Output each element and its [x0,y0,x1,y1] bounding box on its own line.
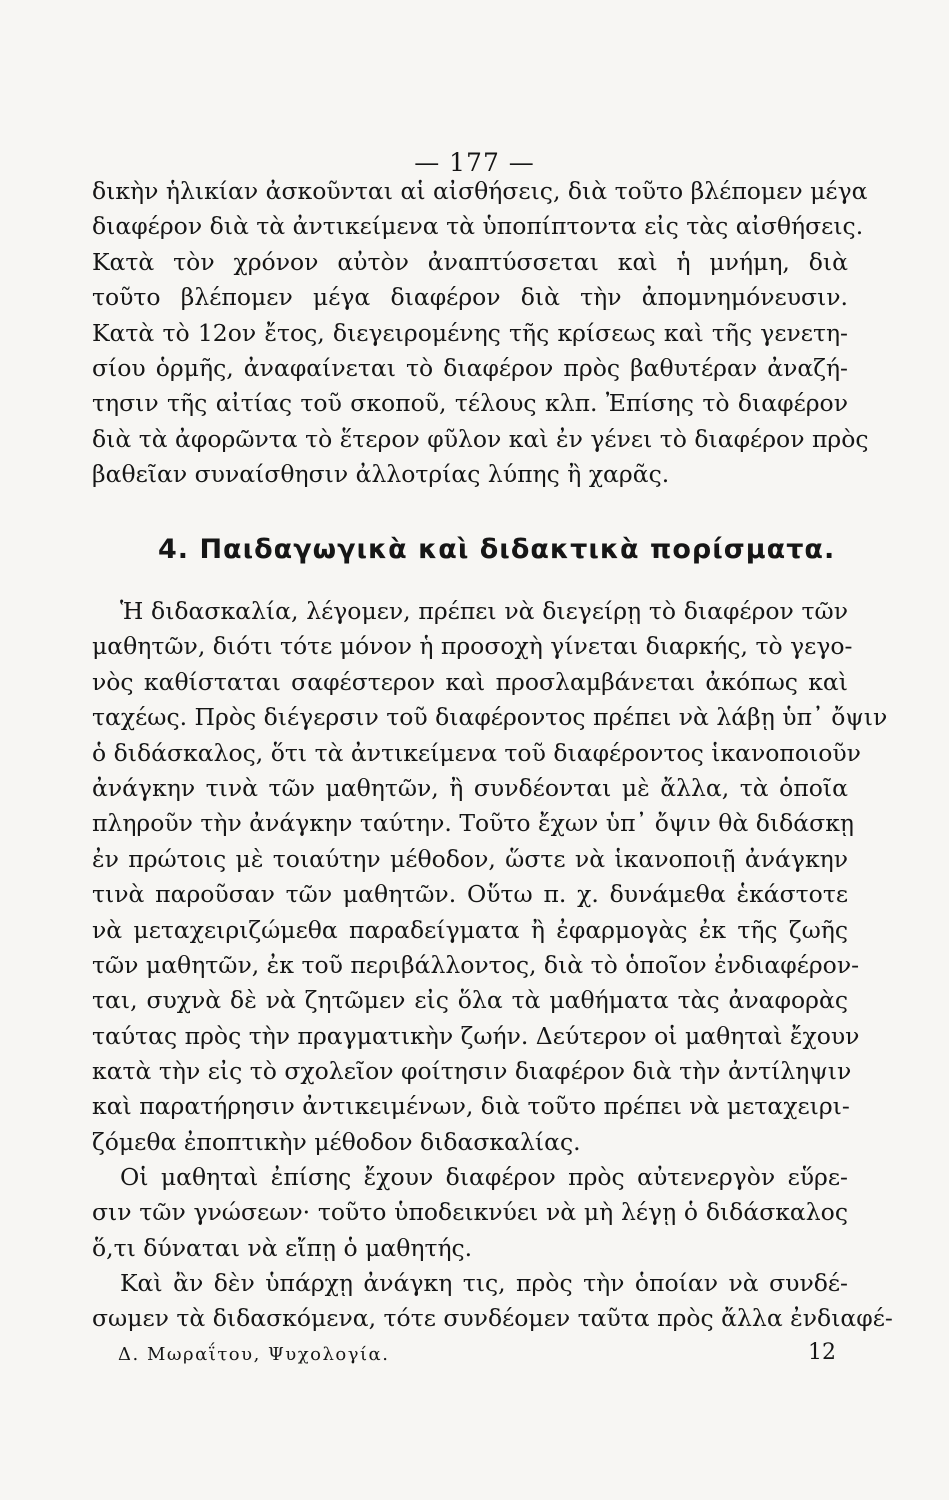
paragraph-3 [92,1160,848,1266]
footer-signature: Δ. Μωραΐτου, Ψυχολογία. [118,1344,390,1365]
text-line: Ἡ διδασκαλία, λέγομεν, πρέπει νὰ διεγείρῃ τὸ διαφέρον τῶν [120,597,848,625]
text-line: ἐν πρώτοις μὲ τοιαύτην μέθοδον, ὥστε νὰ ἱκανοποιῇ ἀνάγκην [92,844,848,873]
text-line: ἀνάγκην τινὰ τῶν μαθητῶν, ἢ συνδέονται μὲ ἄλλα, τὰ ὁποῖα [92,773,848,802]
text-line: πληροῦν τὴν ἀνάγκην ταύτην. Τοῦτο ἔχων ὑπ᾽ ὄψιν θὰ διδάσκῃ [92,809,854,838]
text-line: Καὶ ἂν δὲν ὑπάρχῃ ἀνάγκη τις, πρὸς τὴν ὁποίαν νὰ συνδέ- [120,1269,848,1297]
text-line: κατὰ τὴν εἰς τὸ σχολεῖον φοίτησιν διαφέρον διὰ τὴν ἀντίληψιν [92,1057,852,1086]
text-line: νὰ μεταχειριζώμεθα παραδείγματα ἢ ἐφαρμογὰς ἐκ τῆς ζωῆς [92,915,848,944]
text-line: ζόμεθα ἐποπτικὴν μέθοδον διδασκαλίας. [92,1127,581,1156]
text-line: δικὴν ἡλικίαν ἀσκοῦνται αἱ αἰσθήσεις, διὰ τοῦτο βλέπομεν μέγα [92,177,868,205]
paragraph-1 [92,174,869,493]
text-line: τοῦτο βλέπομεν μέγα διαφέρον διὰ τὴν ἀπομνημόνευσιν. [92,283,848,312]
text-line: ταχέως. Πρὸς διέγερσιν τοῦ διαφέροντος πρέπει νὰ λάβῃ ὑπ᾽ ὄψιν [92,703,888,732]
text-line: τῶν μαθητῶν, ἐκ τοῦ περιβάλλοντος, διὰ τὸ ὁποῖον ἐνδιαφέρον- [92,950,860,979]
text-line: σωμεν τὰ διδασκόμενα, τότε συνδέομεν ταῦτα πρὸς ἄλλα ἐνδιαφέ- [92,1304,893,1333]
text-line: ται, συχνὰ δὲ νὰ ζητῶμεν εἰς ὅλα τὰ μαθήματα τὰς ἀναφορὰς [92,986,848,1015]
text-line: ὁ διδάσκαλος, ὅτι τὰ ἀντικείμενα τοῦ διαφέροντος ἱκανοποιοῦν [92,738,861,767]
text-line: ταύτας πρὸς τὴν πραγματικὴν ζωήν. Δεύτερον οἱ μαθηταὶ ἔχουν [92,1021,860,1050]
section-heading: 4. Παιδαγωγικὰ καὶ διδακτικὰ πορίσματα. [158,534,836,565]
text-line: βαθεῖαν συναίσθησιν ἀλλοτρίας λύπης ἢ χαρᾶς. [92,460,670,489]
text-line: καὶ παρατήρησιν ἀντικειμένων, διὰ τοῦτο πρέπει νὰ μεταχειρι- [92,1092,850,1121]
text-line: διὰ τὰ ἀφορῶντα τὸ ἕτερον φῦλον καὶ ἐν γένει τὸ διαφέρον πρὸς [92,424,869,453]
paragraph-2 [92,594,888,1160]
paragraph-4 [92,1266,893,1337]
text-line: ὅ,τι δύναται νὰ εἴπῃ ὁ μαθητής. [92,1233,473,1262]
text-line: σιν τῶν γνώσεων· τοῦτο ὑποδεικνύει νὰ μὴ λέγῃ ὁ διδάσκαλος [92,1198,848,1227]
text-line: τησιν τῆς αἰτίας τοῦ σκοποῦ, τέλους κλπ. Ἐπίσης τὸ διαφέρον [92,389,848,418]
text-line: διαφέρον διὰ τὰ ἀντικείμενα τὰ ὑποπίπτοντα εἰς τὰς αἰσθήσεις. [92,212,864,241]
text-line: Κατὰ τὸν χρόνον αὐτὸν ἀναπτύσσεται καὶ ἡ μνήμη, διὰ [92,247,848,276]
text-line: Κατὰ τὸ 12ον ἔτος, διεγειρομένης τῆς κρίσεως καὶ τῆς γενετη- [92,318,848,347]
text-line: σίου ὁρμῆς, ἀναφαίνεται τὸ διαφέρον πρὸς βαθυτέραν ἀναζή- [92,353,848,382]
text-line: νὸς καθίσταται σαφέστερον καὶ προσλαμβάνεται ἀκόπως καὶ [92,667,848,696]
text-line: τινὰ παροῦσαν τῶν μαθητῶν. Οὕτω π. χ. δυνάμεθα ἑκάστοτε [92,880,848,909]
text-line: Οἱ μαθηταὶ ἐπίσης ἔχουν διαφέρον πρὸς αὐτενεργὸν εὕρε- [120,1163,848,1191]
text-line: μαθητῶν, διότι τότε μόνον ἡ προσοχὴ γίνεται διαρκής, τὸ γεγο- [92,632,853,661]
signature-number: 12 [808,1340,836,1365]
page-number: — 177 — [414,148,535,177]
